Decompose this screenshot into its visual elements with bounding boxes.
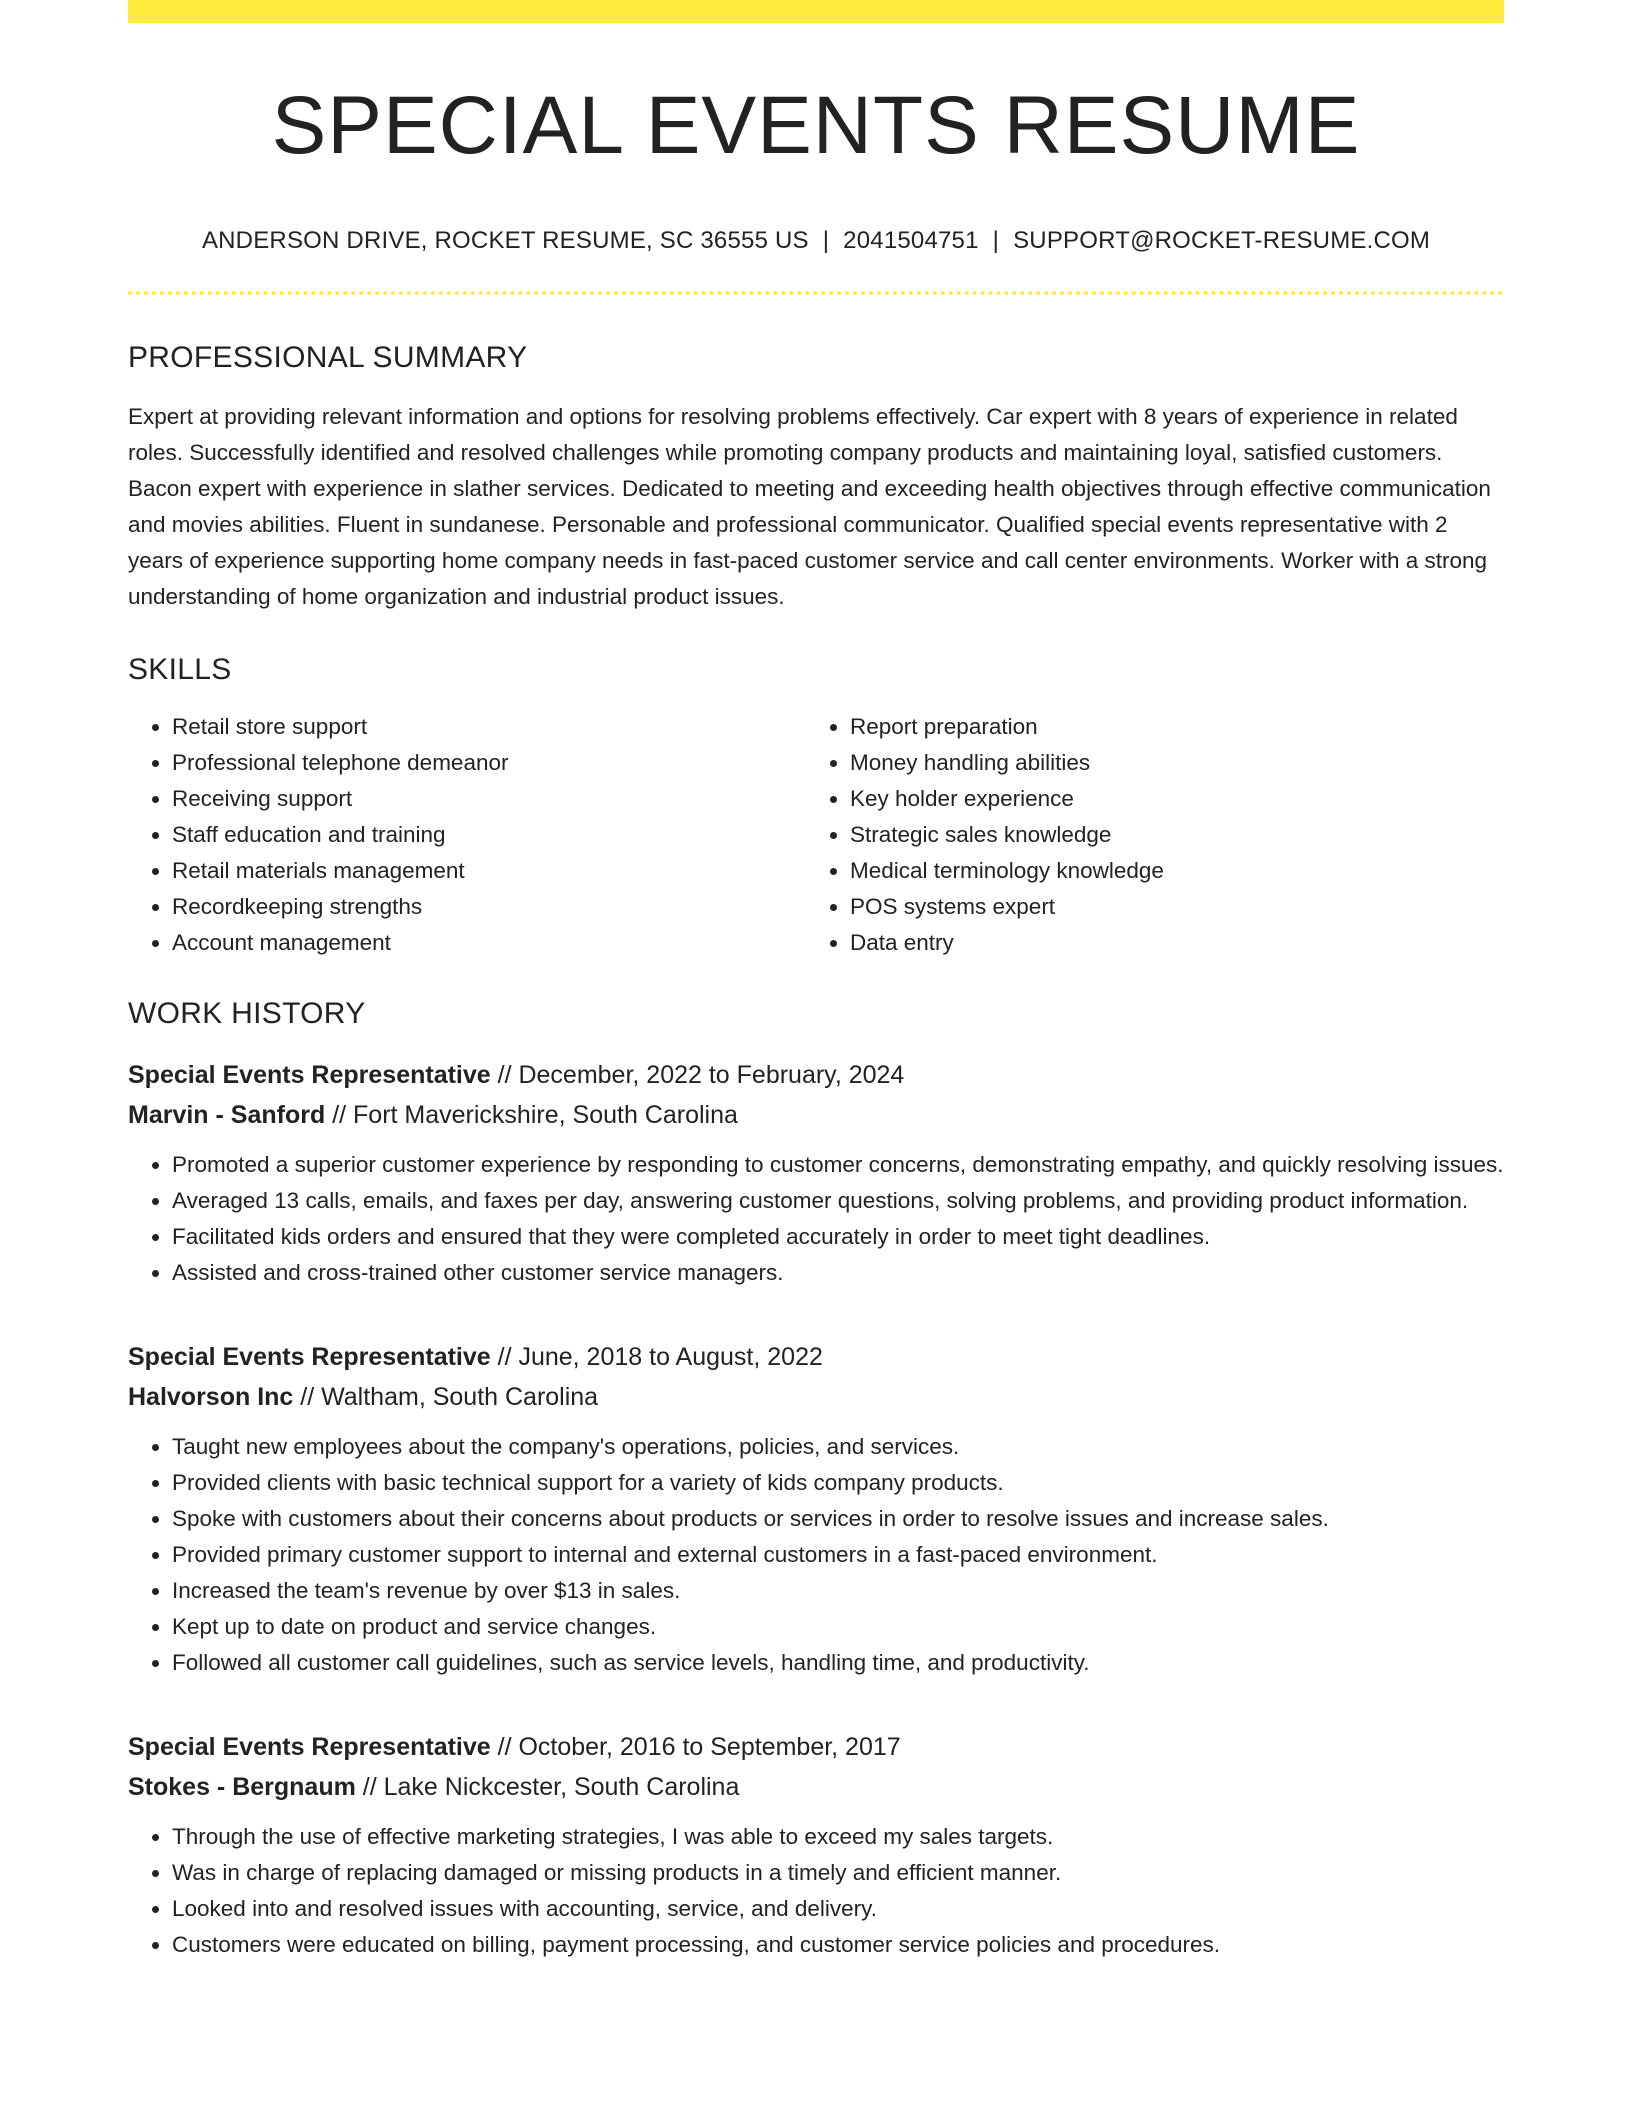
skill-item: • Receiving support xyxy=(172,781,806,817)
address: ANDERSON DRIVE, ROCKET RESUME, SC 36555 US xyxy=(201,227,809,255)
contact-separator: | xyxy=(992,227,1000,255)
job-bullet: • Customers were educated on billing, payment processing, and customer service policies and procedures. xyxy=(172,1927,1504,1963)
job-bullet: • Through the use of effective marketing strategies, I was able to exceed my sales targets. xyxy=(172,1819,1504,1855)
job-bullet: • Followed all customer call guidelines, such as service levels, handling time, and productivity. xyxy=(172,1645,1504,1681)
job-bullets xyxy=(128,1819,1504,1963)
summary-heading: PROFESSIONAL SUMMARY xyxy=(128,341,528,375)
skills-column-right xyxy=(806,709,1484,961)
job-bullet: • Promoted a superior customer experience by responding to customer concerns, demonstrating empathy, and quickly resolving issues. xyxy=(172,1147,1504,1183)
job-dates: // June, 2018 to August, 2022 xyxy=(490,1343,823,1372)
skills-heading: SKILLS xyxy=(128,653,232,687)
job-location: // Fort Maverickshire, South Carolina xyxy=(325,1101,738,1130)
job-dates: // October, 2016 to September, 2017 xyxy=(490,1733,901,1762)
skill-item: • Recordkeeping strengths xyxy=(172,889,806,925)
job-location: // Lake Nickcester, South Carolina xyxy=(355,1773,740,1802)
skill-item: • Medical terminology knowledge xyxy=(850,853,1484,889)
job-title-line xyxy=(128,1055,1504,1095)
section-divider xyxy=(128,291,1504,295)
job-company-line xyxy=(128,1767,1504,1807)
job-bullet: • Spoke with customers about their concerns about products or services in order to resolve issues and increase sales. xyxy=(172,1501,1504,1537)
skill-item: • Retail store support xyxy=(172,709,806,745)
skill-item: • Account management xyxy=(172,925,806,961)
skill-item: • POS systems expert xyxy=(850,889,1484,925)
job-company-line xyxy=(128,1095,1504,1135)
job-bullet: • Averaged 13 calls, emails, and faxes per day, answering customer questions, solving problems, and providing product information. xyxy=(172,1183,1504,1219)
phone: 2041504751 xyxy=(843,227,979,255)
job-entry xyxy=(128,1727,1504,1963)
job-bullet: • Was in charge of replacing damaged or missing products in a timely and efficient manner. xyxy=(172,1855,1504,1891)
skill-item: • Money handling abilities xyxy=(850,745,1484,781)
skill-item: • Professional telephone demeanor xyxy=(172,745,806,781)
skill-item: • Retail materials management xyxy=(172,853,806,889)
job-bullet: • Facilitated kids orders and ensured that they were completed accurately in order to meet tight deadlines. xyxy=(172,1219,1504,1255)
skills-column-left xyxy=(128,709,806,961)
job-bullets xyxy=(128,1147,1504,1291)
job-company-line xyxy=(128,1377,1504,1417)
summary-text: Expert at providing relevant information and options for resolving problems effectively. Car expert with 8 years of experience in related roles. Successfully identified and resolved challenges while promoting company products and maintaining loyal, satisfied customers. Bacon expert with experience in slather services. Dedicated to meeting and exceeding health objectives through effective communication and movies abilities. Fluent in sundanese. Personable and professional communicator. Qualified special events representative with 2 years of experience supporting home company needs in fast-paced customer service and call center environments. Worker with a strong understanding of home organization and industrial product issues. xyxy=(128,404,1491,610)
resume-title: SPECIAL EVENTS RESUME xyxy=(271,80,1361,171)
skills-list xyxy=(128,709,1504,961)
email: SUPPORT@ROCKET-RESUME.COM xyxy=(1013,227,1431,255)
job-title: Special Events Representative xyxy=(128,1343,491,1372)
job-bullet: • Provided clients with basic technical support for a variety of kids company products. xyxy=(172,1465,1504,1501)
job-title: Special Events Representative xyxy=(128,1733,491,1762)
job-company: Stokes - Bergnaum xyxy=(128,1773,356,1802)
job-entry xyxy=(128,1337,1504,1681)
contact-line xyxy=(128,227,1504,255)
job-bullet: • Assisted and cross-trained other customer service managers. xyxy=(172,1255,1504,1291)
job-entry xyxy=(128,1055,1504,1291)
job-bullet: • Provided primary customer support to internal and external customers in a fast-paced environment. xyxy=(172,1537,1504,1573)
skill-item: • Report preparation xyxy=(850,709,1484,745)
job-bullet: • Kept up to date on product and service changes. xyxy=(172,1609,1504,1645)
job-title: Special Events Representative xyxy=(128,1061,491,1090)
job-location: // Waltham, South Carolina xyxy=(293,1383,599,1412)
job-title-line xyxy=(128,1727,1504,1767)
job-bullet: • Looked into and resolved issues with accounting, service, and delivery. xyxy=(172,1891,1504,1927)
skill-item: • Staff education and training xyxy=(172,817,806,853)
job-company: Halvorson Inc xyxy=(128,1383,294,1412)
job-company: Marvin - Sanford xyxy=(128,1101,326,1130)
job-title-line xyxy=(128,1337,1504,1377)
skill-item: • Strategic sales knowledge xyxy=(850,817,1484,853)
top-accent-bar xyxy=(128,0,1504,23)
job-dates: // December, 2022 to February, 2024 xyxy=(490,1061,905,1090)
resume-page xyxy=(128,0,1504,1963)
skill-item: • Data entry xyxy=(850,925,1484,961)
skill-item: • Key holder experience xyxy=(850,781,1484,817)
job-bullet: • Taught new employees about the company's operations, policies, and services. xyxy=(172,1429,1504,1465)
work-history-heading: WORK HISTORY xyxy=(128,997,366,1031)
contact-separator: | xyxy=(822,227,830,255)
job-bullet: • Increased the team's revenue by over $13 in sales. xyxy=(172,1573,1504,1609)
job-bullets xyxy=(128,1429,1504,1681)
